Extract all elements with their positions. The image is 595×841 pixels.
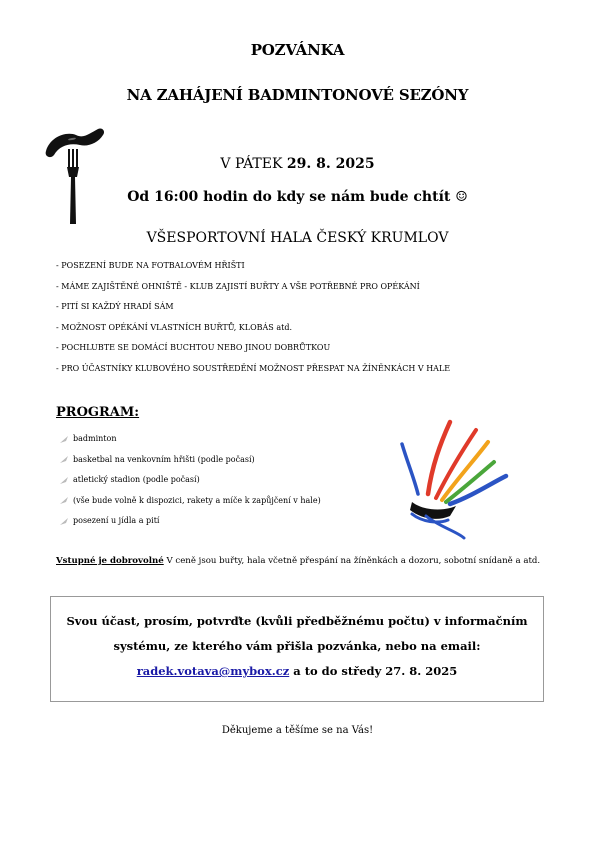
info-list — [56, 256, 450, 379]
feather-bullet-icon — [60, 477, 68, 484]
info-item: - MOŽNOST OPÉKÁNÍ VLASTNÍCH BUŘTŮ, KLOBÁS atd. — [56, 322, 292, 332]
program-heading: PROGRAM: — [56, 405, 140, 420]
program-item: (vše bude volně k dispozici, rakety a míče k zapůjčení v hale) — [60, 491, 321, 512]
info-item: - POSEZENÍ BUDE NA FOTBALOVÉM HŘIŠTI — [56, 261, 245, 270]
email-link[interactable]: radek.votava@mybox.cz — [136, 664, 290, 678]
title-line-1: POZVÁNKA — [250, 41, 345, 59]
entry-fee-label: Vstupné je dobrovolné — [56, 556, 164, 566]
info-item: - PRO ÚČASTNÍKY KLUBOVÉHO SOUSTŘEDĚNÍ MOŽNOST PŘESPAT NA ŽÍNĚNKÁCH V HALE — [56, 363, 451, 373]
feather-bullet-icon — [60, 497, 68, 504]
confirmation-box — [50, 596, 544, 702]
event-date: V PÁTEK 29. 8. 2025 — [220, 156, 375, 172]
info-item: - POCHLUBTE SE DOMÁCÍ BUCHTOU NEBO JINOU DOBRŮTKOU — [56, 343, 331, 352]
shuttlecock-logo — [392, 418, 522, 546]
program-item: posezení u jídla a pití — [60, 511, 321, 532]
title-line-2: NA ZAHÁJENÍ BADMINTONOVÉ SEZÓNY — [126, 86, 469, 104]
confirmation-text: Svou účast, prosím, potvrďte (kvůli předběžnému počtu) v informačním systému, ze kterého vám přišla pozvánka, nebo na email: radek.votava@mybox.cz a to do středy 27. 8. 2025 — [66, 614, 528, 678]
entry-fee-text: V ceně jsou buřty, hala včetně přespání na žíněnkách a dozoru, sobotní snídaně a atd. — [163, 556, 541, 566]
program-item: basketbal na venkovním hřišti (podle počasí) — [60, 450, 321, 471]
event-date-value: 29. 8. 2025 — [286, 156, 375, 172]
program-item: badminton — [60, 429, 321, 450]
event-time: Od 16:00 hodin do kdy se nám bude chtít ☺ — [127, 189, 468, 205]
event-venue: VŠESPORTOVNÍ HALA ČESKÝ KRUMLOV — [146, 230, 449, 246]
info-item: - PITÍ SI KAŽDÝ HRADÍ SÁM — [56, 302, 174, 311]
program-item: atletický stadion (podle počasí) — [60, 470, 321, 491]
info-item: - MÁME ZAJIŠTĚNÉ OHNIŠTĚ - KLUB ZAJISTÍ BUŘTY A VŠE POTŘEBNÉ PRO OPÉKÁNÍ — [56, 281, 420, 291]
sausage-fork-icon — [40, 123, 110, 227]
feather-bullet-icon — [60, 518, 68, 525]
entry-fee — [56, 556, 540, 566]
thanks-text: Děkujeme a těšíme se na Vás! — [221, 725, 374, 736]
feather-bullet-icon — [60, 436, 68, 443]
feather-bullet-icon — [60, 456, 68, 463]
program-list — [60, 429, 321, 532]
